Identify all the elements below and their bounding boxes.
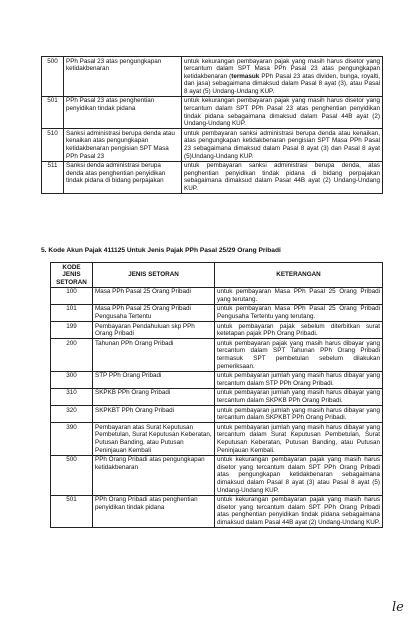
code-cell: 310 bbox=[51, 388, 93, 405]
section-heading: 5. Kode Akun Pajak 411125 Untuk Jenis Pajak PPh Pasal 25/29 Orang Pribadi bbox=[41, 247, 281, 254]
description-column-header: KETERANGAN bbox=[215, 263, 383, 288]
table-row bbox=[42, 96, 383, 128]
deposit-type-cell: PPh Orang Pribadi atas penghentian penyidikan tindak pidana bbox=[93, 495, 215, 527]
table-row bbox=[51, 495, 383, 527]
tax-code-table-continued bbox=[41, 56, 383, 194]
description-cell: untuk pembayaran sanksi administrasi berupa denda, atas penghentian penyidikan tindak pidana di bidang perpajakan sebagaimana dimaksud dalam Pasal 44B ayat (2) Undang-Undang KUP. bbox=[182, 161, 383, 193]
description-cell: untuk pembayaran jumlah yang masih harus dibayar yang tercantum dalam STP PPh Orang Pribadi. bbox=[215, 371, 383, 388]
code-cell: 390 bbox=[51, 423, 93, 455]
table-row bbox=[51, 406, 383, 423]
deposit-type-cell: STP PPh Orang Pribadi bbox=[93, 371, 215, 388]
description-cell: untuk kekurangan pembayaran pajak yang masih harus disetor yang tercantum dalam SPT PPh Pasal 23 atas penghentian penyidikan tindak pidana sebagaimana dimaksud dalam Pasal 44B ayat (2) Undang-Undang KUP. bbox=[182, 96, 383, 128]
description-cell: untuk pembayaran jumlah yang masih harus dibayar yang tercantum dalam SKPKBT PPh Orang Pribadi. bbox=[215, 406, 383, 423]
deposit-type-cell: Tahunan PPh Orang Pribadi bbox=[93, 339, 215, 371]
code-cell: 100 bbox=[51, 287, 93, 304]
description-cell: untuk pembayaran Masa PPh Pasal 25 Orang Pribadi yang terutang. bbox=[215, 287, 383, 304]
description-cell: untuk pembayaran Masa PPh Pasal 25 Orang Pribadi Pengusaha Tertentu yang terutang. bbox=[215, 304, 383, 321]
table-row bbox=[51, 339, 383, 371]
deposit-type-cell: PPh Pasal 23 atas penghentian penyidikan tindak pidana bbox=[64, 96, 182, 128]
deposit-type-cell: Pembayaran atas Surat Keputusan Pembetulan, Surat Keputusan Keberatan, Putusan Banding, atau Putusan Peninjauan Kembali bbox=[93, 423, 215, 455]
table-row bbox=[51, 455, 383, 495]
table-header-row bbox=[51, 263, 383, 288]
description-cell: untuk kekurangan pembayaran pajak yang masih harus disetor yang tercantum dalam SPT PPh Orang Pribadi atas pengungkapan ketidakbenaran sebagaimana dimaksud dalam Pasal 8 ayat (3) atau Pasal 8 ayat (5) Undang-Undang KUP. bbox=[215, 455, 383, 495]
code-cell: 501 bbox=[42, 96, 64, 128]
description-cell: untuk kekurangan pembayaran pajak yang masih harus disetor yang tercantum dalam SPT Masa PPh Pasal 23 atas pengungkapan ketidakbenaran (termasuk PPh Pasal 23 atas dividen, bunga, royalti, dan jasa) sebagaimana dimaksud dalam Pasal 8 ayat (3), atau Pasal 8 ayat (5) Undang-Undang KUP. bbox=[182, 57, 383, 97]
code-cell: 500 bbox=[42, 57, 64, 97]
code-cell: 510 bbox=[42, 129, 64, 161]
code-cell: 200 bbox=[51, 339, 93, 371]
table-row bbox=[51, 287, 383, 304]
deposit-type-cell: Pembayaran Pendahuluan skp PPh Orang Pribadi bbox=[93, 322, 215, 339]
code-column-header: KODE JENIS SETORAN bbox=[51, 263, 93, 288]
description-cell: untuk pembayaran jumlah yang masih harus dibayar yang tercantum dalam Surat Keputusan Pembetulan, Surat Keputusan Keberatan, Putusan Banding, atau Putusan Peninjauan Kembali. bbox=[215, 423, 383, 455]
deposit-type-cell: Sanksi denda administrasi berupa denda atas penghentian penyidikan tindak pidana di bidang perpajakan bbox=[64, 161, 182, 193]
code-cell: 199 bbox=[51, 322, 93, 339]
code-cell: 101 bbox=[51, 304, 93, 321]
deposit-type-cell: PPh Orang Pribadi atas pengungkapan ketidakbenaran bbox=[93, 455, 215, 495]
table-row bbox=[42, 161, 383, 193]
tax-code-table bbox=[50, 262, 383, 528]
deposit-type-cell: SKPKBT PPh Orang Pribadi bbox=[93, 406, 215, 423]
deposit-type-cell: Sanksi administrasi berupa denda atau kenaikan atas pengungkapan ketidakbenaran pengisian SPT Masa PPh Pasal 23 bbox=[64, 129, 182, 161]
table-row bbox=[42, 129, 383, 161]
table-row bbox=[42, 57, 383, 97]
deposit-type-cell: Masa PPh Pasal 25 Orang Pribadi Pengusaha Tertentu bbox=[93, 304, 215, 321]
code-cell: 501 bbox=[51, 495, 93, 527]
deposit-type-cell: SKPKB PPh Orang Pribadi bbox=[93, 388, 215, 405]
deposit-type-cell: PPh Pasal 23 atas pengungkapan ketidakbenaran bbox=[64, 57, 182, 97]
description-cell: untuk pembayaran pajak yang masih harus dibayar yang tercantum dalam SPT Tahunan PPh Orang Pribadi termasuk SPT pembetulan sebelum dilakukan pemeriksaan. bbox=[215, 339, 383, 371]
deposit-type-cell: Masa PPh Pasal 25 Orang Pribadi bbox=[93, 287, 215, 304]
description-cell: untuk kekurangan pembayaran pajak yang masih harus disetor yang tercantum dalam SPT PPh Orang Pribadi atas penghentian penyidikan tindak pidana sebagaimana dimaksud dalam Pasal 44B ayat (2) Undang-Undang KUP. bbox=[215, 495, 383, 527]
description-cell: untuk pembayaran jumlah yang masih harus dibayar yang tercantum dalam SKPKB PPh Orang Pribadi. bbox=[215, 388, 383, 405]
deposit-type-column-header: JENIS SETORAN bbox=[93, 263, 215, 288]
description-cell: untuk pembayaran pajak sebelum diterbitkan surat ketetapan pajak PPh Orang Pribadi. bbox=[215, 322, 383, 339]
code-cell: 300 bbox=[51, 371, 93, 388]
table-row bbox=[51, 371, 383, 388]
handwritten-page-mark: le bbox=[392, 600, 404, 615]
description-cell: untuk pembayaran sanksi administrasi berupa denda atau kenaikan, atas pengungkapan ketidakbenaran pengisian SPT Masa PPh Pasal 23 sebagaimana dimaksud dalam Pasal 8 ayat (3) dan Pasal 8 ayat (5)Undang-Undang KUP. bbox=[182, 129, 383, 161]
table-row bbox=[51, 423, 383, 455]
code-cell: 511 bbox=[42, 161, 64, 193]
code-cell: 320 bbox=[51, 406, 93, 423]
table-row bbox=[51, 322, 383, 339]
table-row bbox=[51, 304, 383, 321]
code-cell: 500 bbox=[51, 455, 93, 495]
table-row bbox=[51, 388, 383, 405]
